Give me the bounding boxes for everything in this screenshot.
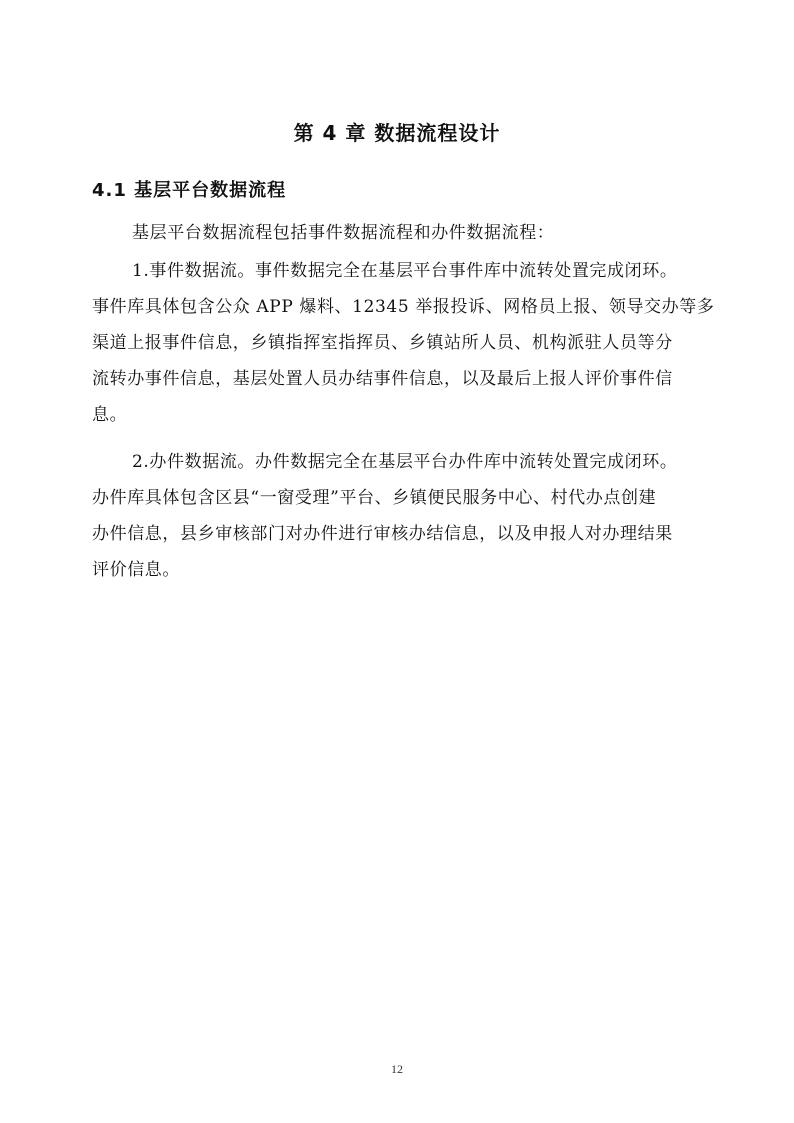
paragraph-line: 渠道上报事件信息，乡镇指挥室指挥员、乡镇站所人员、机构派驻人员等分 xyxy=(92,333,673,353)
paragraph-line: 办件库具体包含区县“一窗受理”平台、乡镇便民服务中心、村代办点创建 xyxy=(92,488,657,508)
paragraph-line: 息。 xyxy=(92,405,128,425)
paragraph-line: 流转办事件信息，基层处置人员办结事件信息，以及最后上报人评价事件信 xyxy=(92,369,673,389)
paragraph-line: 评价信息。 xyxy=(92,560,180,580)
section-title: 4.1 基层平台数据流程 xyxy=(92,180,287,201)
page-number: 12 xyxy=(391,1062,403,1076)
paragraph-line: 2.办件数据流。办件数据完全在基层平台办件库中流转处置完成闭环。 xyxy=(132,452,678,472)
chapter-title: 第 4 章 数据流程设计 xyxy=(293,121,501,145)
paragraph-line: 1.事件数据流。事件数据完全在基层平台事件库中流转处置完成闭环。 xyxy=(132,261,678,281)
paragraph-line: 事件库具体包含公众 APP 爆料、12345 举报投诉、网格员上报、领导交办等多 xyxy=(92,297,715,317)
intro-line: 基层平台数据流程包括事件数据流程和办件数据流程： xyxy=(132,223,555,243)
paragraph-line: 办件信息，县乡审核部门对办件进行审核办结信息，以及申报人对办理结果 xyxy=(92,524,673,544)
